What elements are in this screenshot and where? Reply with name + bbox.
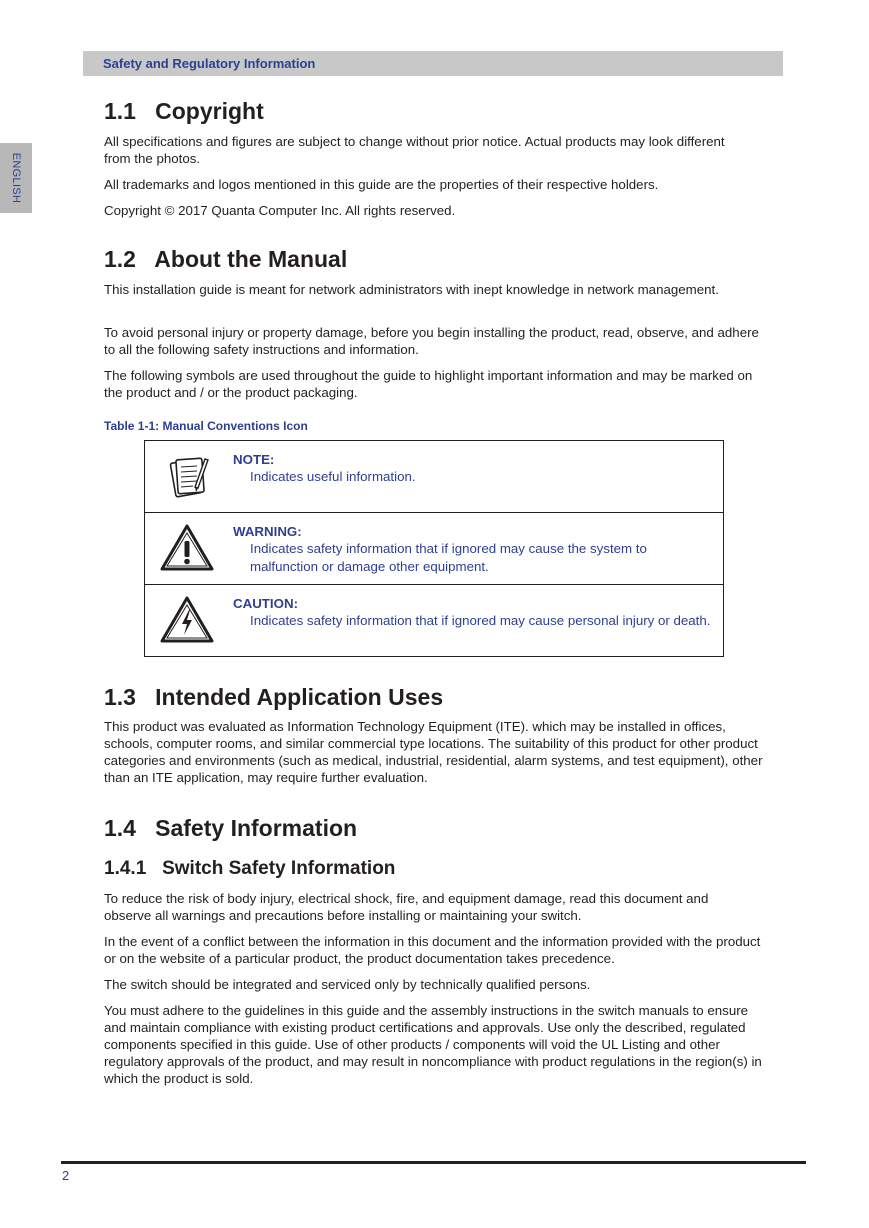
heading-switch-safety: 1.4.1 Switch Safety Information (104, 858, 396, 879)
table-row (145, 441, 724, 513)
warning-icon (159, 523, 215, 573)
text-cell (229, 513, 724, 585)
icon-cell (145, 585, 230, 657)
note-description: Indicates useful information. (250, 469, 416, 484)
safety-paragraph-4: You must adhere to the guidelines in this guide and the assembly instructions in the switch manuals to ensure and maintain compliance with existing product certifications and approvals. Use only the described, regulated components specified in this guide. Use of other products / components will void the UL Listing and other regulatory approvals of the product, and may result in noncompliance with product regulations in the region(s) in which the product is sold. (104, 1003, 762, 1086)
table-row (145, 513, 724, 585)
icon-cell (145, 441, 230, 513)
icon-cell (145, 513, 230, 585)
caution-electric-icon (159, 595, 215, 645)
copyright-paragraph-3: Copyright © 2017 Quanta Computer Inc. All rights reserved. (104, 203, 456, 218)
safety-paragraph-3: The switch should be integrated and serviced only by technically qualified persons. (104, 977, 591, 992)
running-header-title: Safety and Regulatory Information (103, 56, 316, 71)
heading-intended-uses: 1.3 Intended Application Uses (104, 684, 444, 710)
note-icon (165, 453, 209, 501)
heading-safety-information: 1.4 Safety Information (104, 815, 358, 841)
text-cell (229, 441, 724, 513)
table-caption: Table 1-1: Manual Conventions Icon (104, 419, 308, 433)
footer-rule (61, 1161, 806, 1164)
intended-paragraph-1: This product was evaluated as Information Technology Equipment (ITE). which may be installed in offices, schools, computer rooms, and similar commercial type locations. The suitability of this product for other product categories and environments (such as medical, industrial, residential, alarm systems, and test equipment), other than an ITE application, may require further evaluation. (104, 719, 763, 785)
warning-description: Indicates safety information that if ignored may cause the system to malfunction or damage other equipment. (250, 541, 647, 574)
copyright-paragraph-1: All specifications and figures are subject to change without prior notice. Actual products may look different from the photos. (104, 134, 725, 166)
warning-title: WARNING: (233, 524, 302, 539)
page-number: 2 (62, 1168, 70, 1183)
copyright-paragraph-2: All trademarks and logos mentioned in this guide are the properties of their respective holders. (104, 177, 659, 192)
language-tab-label: ENGLISH (10, 152, 22, 204)
note-title: NOTE: (233, 452, 275, 467)
about-paragraph-2: To avoid personal injury or property damage, before you begin installing the product, read, observe, and adhere to all the following safety instructions and information. (104, 325, 759, 357)
about-paragraph-1: This installation guide is meant for network administrators with inept knowledge in network management. (104, 282, 719, 297)
running-header (83, 51, 783, 76)
heading-about-manual: 1.2 About the Manual (104, 246, 348, 272)
table-row (145, 585, 724, 657)
caution-description: Indicates safety information that if ignored may cause personal injury or death. (250, 613, 711, 628)
caution-title: CAUTION: (233, 596, 298, 611)
text-cell (229, 585, 724, 657)
language-tab (0, 143, 32, 213)
about-paragraph-3: The following symbols are used throughout the guide to highlight important information and may be marked on the product and / or the product packaging. (104, 368, 753, 400)
heading-copyright: 1.1 Copyright (104, 98, 264, 124)
conventions-table (144, 440, 724, 657)
safety-paragraph-1: To reduce the risk of body injury, electrical shock, fire, and equipment damage, read this document and observe all warnings and precautions before installing or maintaining your switch. (104, 891, 709, 923)
safety-paragraph-2: In the event of a conflict between the information in this document and the information provided with the product or on the website of a particular product, the product documentation takes precedence. (104, 934, 761, 966)
